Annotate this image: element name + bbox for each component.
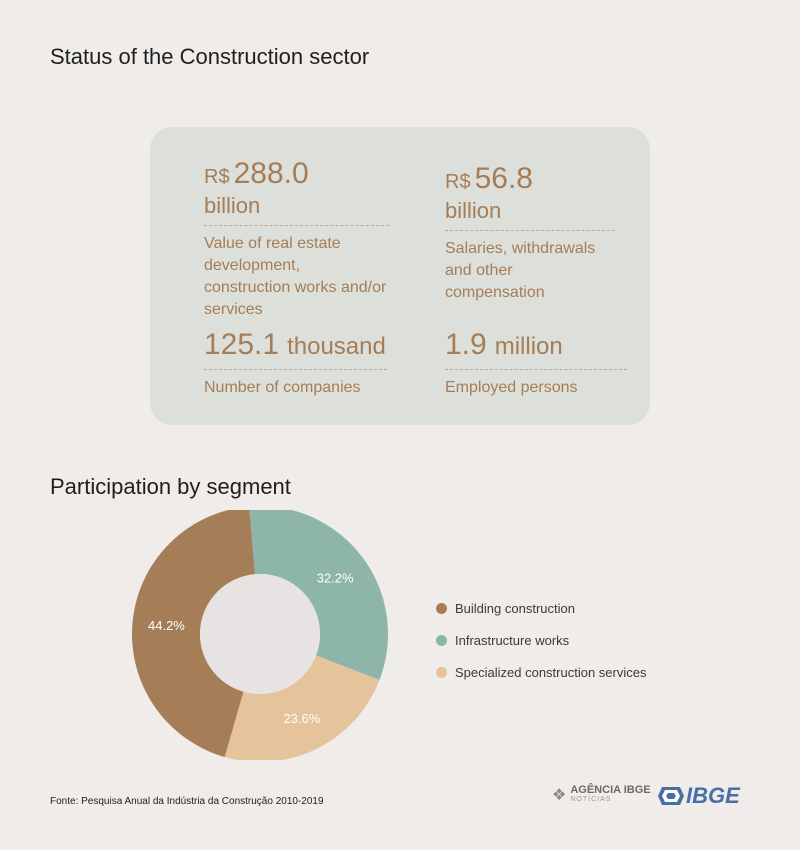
legend-label: Infrastructure works xyxy=(455,632,570,648)
legend-label: Specialized construction services xyxy=(455,664,647,680)
stat-description: Number of companies xyxy=(204,379,361,396)
data-label: 23.6% xyxy=(283,711,321,727)
legend-swatch xyxy=(436,603,447,614)
stat-value: 288.0 xyxy=(233,157,309,190)
legend-swatch xyxy=(436,667,447,678)
page-title: Status of the Construction sector xyxy=(50,44,370,69)
legend-item xyxy=(436,656,646,688)
brazil-map-icon: ❖ xyxy=(552,787,567,804)
stat-unit: thousand xyxy=(287,333,386,360)
agencia-logo-line2: NOTÍCIAS xyxy=(570,796,612,803)
stat-employed xyxy=(445,329,627,399)
legend-item xyxy=(436,624,646,656)
chart-legend xyxy=(436,592,646,688)
legend-label: Building construction xyxy=(455,600,575,616)
donut-chart xyxy=(130,510,390,760)
divider xyxy=(445,369,627,370)
data-label: 32.2% xyxy=(316,570,354,586)
divider xyxy=(204,225,389,226)
legend-swatch xyxy=(436,635,447,646)
chart-title: Participation by segment xyxy=(50,474,291,499)
stat-unit: billion xyxy=(204,193,261,218)
divider xyxy=(204,369,387,370)
stat-salaries xyxy=(445,163,615,304)
agencia-ibge-logo xyxy=(552,785,651,805)
stat-description: Value of real estate development, construction works and/or services xyxy=(204,235,387,318)
stat-real-estate-value xyxy=(204,158,389,321)
currency-label: R$ xyxy=(204,166,230,188)
data-label: 44.2% xyxy=(148,617,185,633)
stat-value: 125.1 xyxy=(204,328,280,361)
ibge-logo-text: IBGE xyxy=(686,783,740,808)
stat-companies xyxy=(204,329,387,399)
stat-value: 56.8 xyxy=(474,162,533,195)
agencia-logo-line1: AGÊNCIA IBGE xyxy=(570,784,651,796)
stat-unit: billion xyxy=(445,198,502,223)
stat-description: Salaries, withdrawals and other compensation xyxy=(445,240,596,301)
ibge-logo xyxy=(658,783,740,809)
source-note: Fonte: Pesquisa Anual da Indústria da Construção 2010-2019 xyxy=(50,796,324,807)
stat-unit: million xyxy=(494,333,563,360)
stat-description: Employed persons xyxy=(445,379,578,396)
legend-item xyxy=(436,592,646,624)
ibge-emblem-icon xyxy=(658,785,684,807)
donut-hole xyxy=(200,574,320,694)
stat-value: 1.9 xyxy=(445,328,487,361)
currency-label: R$ xyxy=(445,171,471,193)
summary-card xyxy=(150,127,650,425)
divider xyxy=(445,230,615,231)
